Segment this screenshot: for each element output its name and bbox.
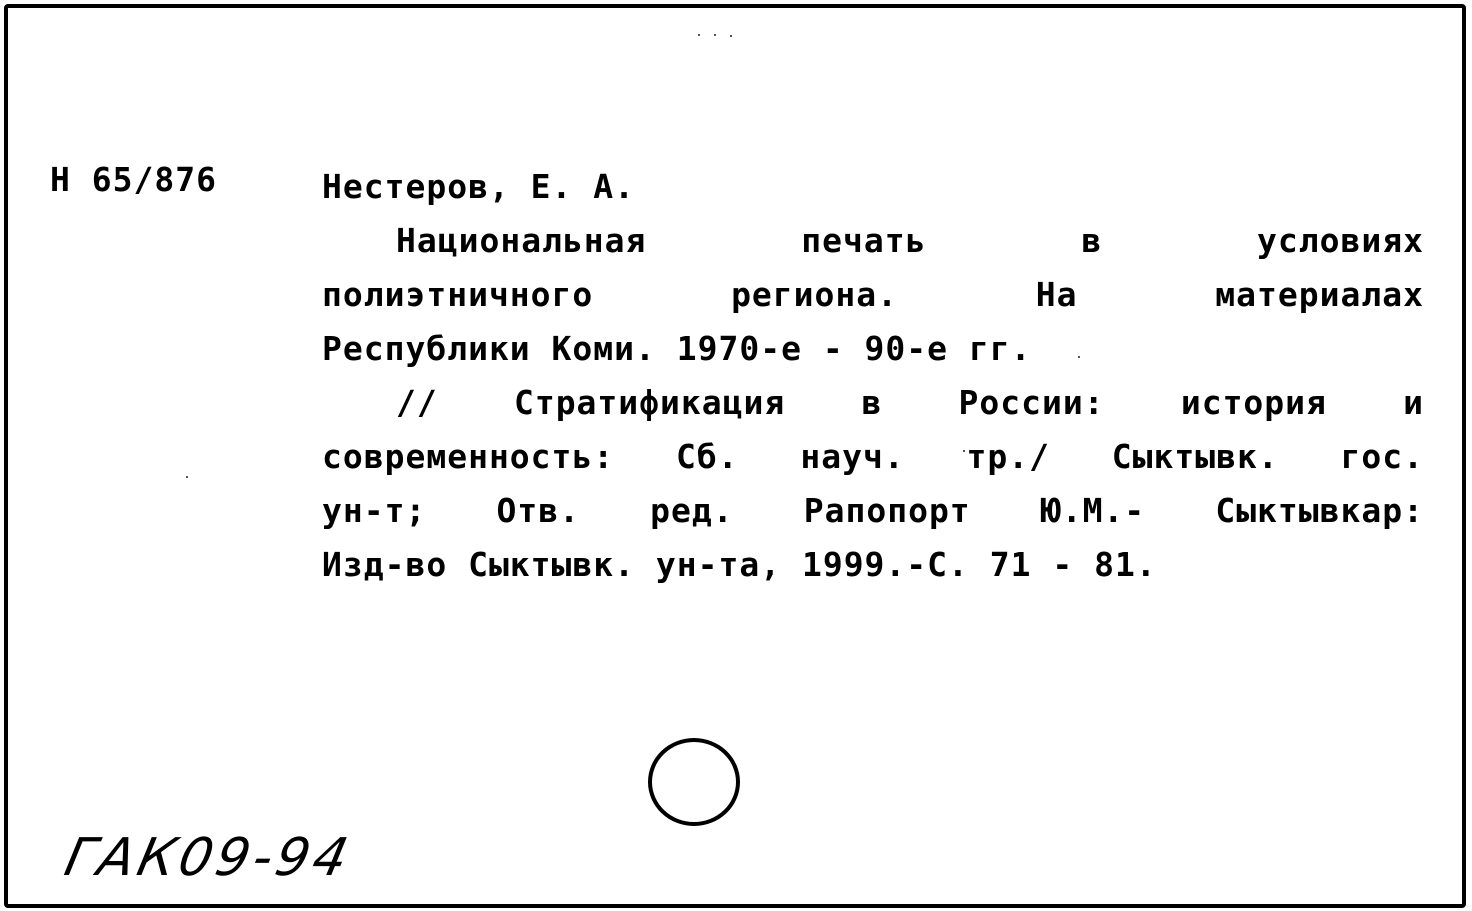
scan-speck <box>714 34 716 36</box>
source-line: современность: Сб. науч. тр./ Сыктывк. гос. <box>322 437 1424 476</box>
author-line: Нестеров, Е. А. <box>322 167 636 206</box>
title-line: Национальная печать в условиях <box>396 221 1424 260</box>
catalog-card <box>4 4 1466 908</box>
title-line: Республики Коми. 1970-е - 90-е гг. <box>322 329 1032 368</box>
source-line: Изд-во Сыктывк. ун-та, 1999.-С. 71 - 81. <box>322 545 1157 584</box>
bibliographic-entry <box>322 160 1424 592</box>
source-line: // Стратификация в России: история и <box>396 383 1424 422</box>
scan-speck <box>186 476 188 478</box>
title-line: полиэтничного региона. На материалах <box>322 275 1424 314</box>
shelfmark: Н 65/876 <box>50 160 217 199</box>
punch-hole-circle <box>648 738 740 826</box>
scan-speck <box>698 34 700 36</box>
source-line: ун-т; Отв. ред. Рапопорт Ю.М.- Сыктывкар: <box>322 491 1424 530</box>
scan-speck <box>730 35 732 37</box>
handwritten-archive-note: ГАК09-94 <box>59 828 357 888</box>
